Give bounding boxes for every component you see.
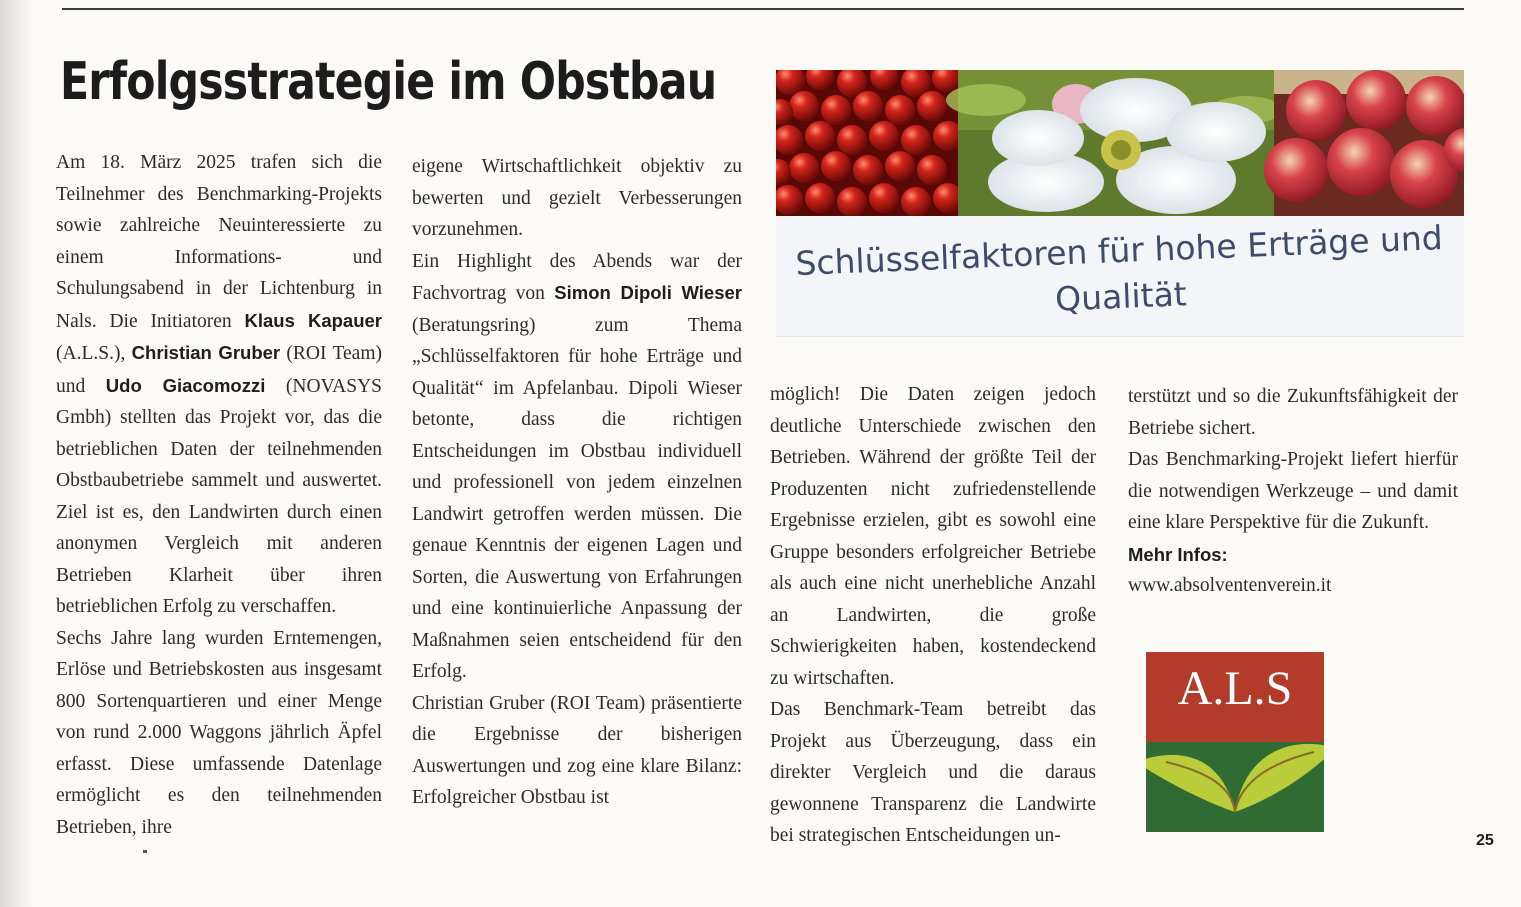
page-gutter-shadow: [0, 0, 34, 907]
svg-text:A.L.S: A.L.S: [1177, 662, 1293, 715]
photo-strip: [776, 70, 1464, 216]
person-name: Christian Gruber: [131, 342, 281, 363]
text-column-4: [1128, 381, 1458, 602]
more-info-label: Mehr Infos:: [1128, 543, 1228, 565]
print-speck: [143, 850, 147, 853]
apples-photo: [1264, 70, 1464, 216]
paragraph: Ein Highlight des Abends war der Fachvortrag von Simon Dipoli Wieser (Beratungsring) zum Thema „Schlüsselfaktoren für hohe Erträge und Qualität“ im Apfelanbau. Dipoli Wieser betonte, dass die richtigen Entscheidungen im Obstbau individuell und professionell von jedem einzelnen Landwirt getroffen werden müssen. Die genaue Kenntnis der eigenen Lagen und Sorten, die Auswertung von Erfahrungen und eine kontinuierliche Anpassung der Maßnahmen seien entscheidend für den Erfolg.: [412, 250, 742, 682]
als-logo: [1146, 652, 1324, 832]
top-rule: [62, 8, 1464, 10]
text-column-1: [56, 147, 382, 843]
paragraph: eigene Wirtschaftlichkeit objektiv zu bewerten und gezielt Verbesserungen vorzunehmen.: [412, 156, 742, 240]
blossom-photo: [946, 70, 1282, 216]
article-headline: Erfolgsstrategie im Obstbau: [60, 52, 717, 112]
paragraph: Das Benchmarking-Projekt liefert hierfür die notwendigen Werkzeuge – und damit eine klare Perspektive für die Zukunft.: [1128, 449, 1458, 533]
person-name: Udo Giacomozzi: [105, 374, 266, 396]
paragraph: Sechs Jahre lang wurden Erntemengen, Erlöse und Betriebskosten aus insgesamt 800 Sortenquartieren und einer Menge von rund 2.000 Waggons jährlich Äpfel erfasst. Diese umfassende Datenlage ermöglicht es den teilnehmenden Betrieben, ihre: [56, 627, 382, 838]
text-column-2: [412, 151, 742, 814]
paragraph: möglich! Die Daten zeigen jedoch deutliche Unterschiede zwischen den Betrieben. Während der größte Teil der Produzenten nicht zufriedenstellende Ergebnisse erzielen, gibt es sowohl eine Gruppe besonders erfolgreicher Betriebe als auch eine nicht unerhebliche Anzahl an Landwirten, die große Schwierigkeiten haben, kostendeckend zu wirtschaften.: [770, 384, 1096, 689]
paragraph: Das Benchmark-Team betreibt das Projekt aus Überzeugung, dass ein direkter Vergleich und die daraus gewonnene Transparenz die Landwirte bei strategischen Entscheidungen un-: [770, 699, 1096, 846]
paragraph: terstützt und so die Zukunftsfähigkeit der Betriebe sichert.: [1128, 386, 1458, 439]
cherries-photo: [776, 70, 963, 216]
person-name: Simon Dipoli Wieser: [554, 282, 742, 303]
page-number: 25: [1476, 832, 1494, 849]
paragraph: Am 18. März 2025 trafen sich die Teilnehmer des Benchmarking-Projekts sowie zahlreiche Neuinteressierte zu einem Informations- und Schulungsabend in der Lichtenburg in Nals. Die Initiatoren Klaus Kapauer (A.L.S.), Christian Gruber (ROI Team) und Udo Giacomozzi (NOVASYS Gmbh) stellten das Projekt vor, das die betrieblichen Daten der teilnehmenden Obstbaubetriebe sammelt und auswertet. Ziel ist es, den Landwirten durch einen anonymen Vergleich mit anderen Betrieben Klarheit über ihren betrieblichen Erfolg zu verschaffen.: [56, 152, 383, 617]
banner-caption: Schlüsselfaktoren für hohe Erträge und Qualität: [794, 218, 1444, 319]
banner-caption-area: [776, 216, 1464, 337]
person-name: Klaus Kapauer: [244, 309, 383, 331]
text-column-3: [770, 379, 1096, 852]
banner-image: [776, 70, 1464, 336]
paragraph: Christian Gruber (ROI Team) präsentierte die Ergebnisse der bisherigen Auswertungen und zog eine klare Bilanz: Erfolgreicher Obstbau ist: [412, 692, 742, 808]
website-link[interactable]: www.absolventenverein.it: [1128, 575, 1332, 596]
